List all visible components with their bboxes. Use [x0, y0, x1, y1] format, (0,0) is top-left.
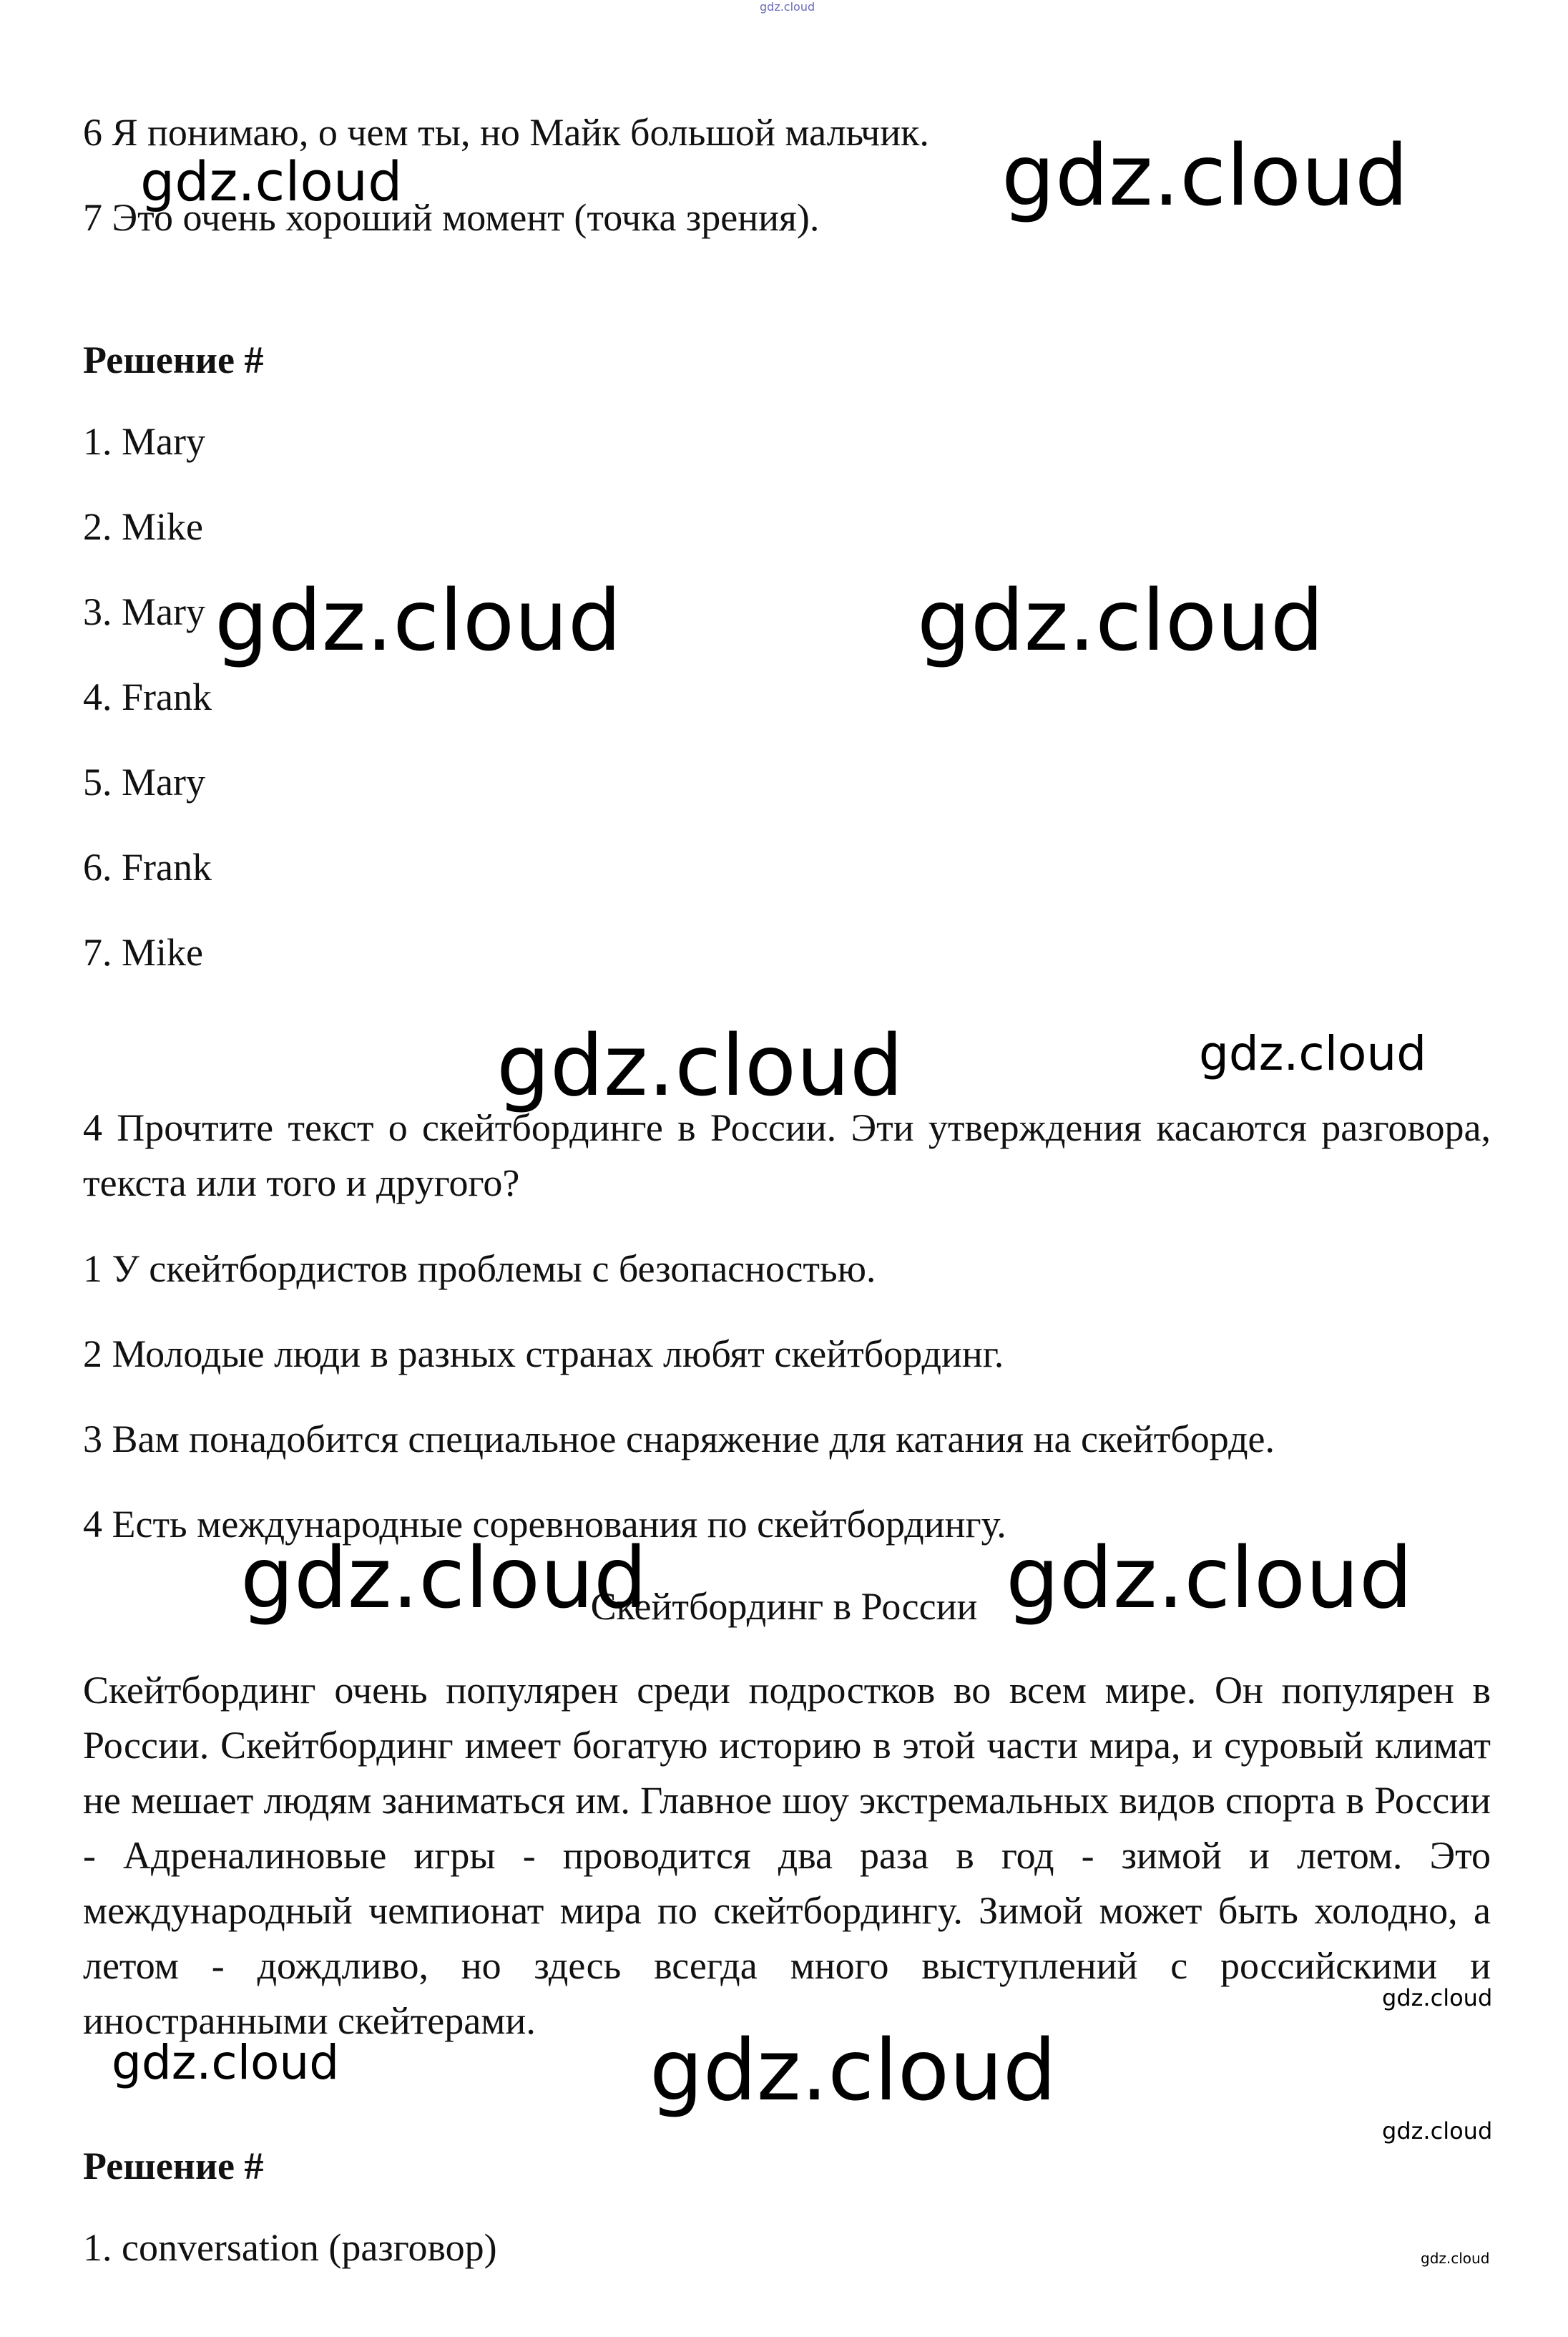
watermark: gdz.cloud — [112, 2035, 340, 2090]
solution-heading-2: Решение # — [83, 2145, 264, 2187]
watermark-top: gdz.cloud — [760, 0, 815, 14]
answer-7: 7. Mike — [83, 931, 203, 974]
watermark: gdz.cloud — [1199, 1026, 1427, 1081]
statement-2: 2 Молодые люди в разных странах любят скейтбординг. — [83, 1332, 1004, 1375]
watermark: gdz.cloud — [215, 571, 622, 670]
watermark: gdz.cloud — [1006, 1528, 1413, 1627]
answer-6: 6. Frank — [83, 846, 212, 889]
watermark: gdz.cloud — [1382, 2117, 1493, 2145]
watermark: gdz.cloud — [496, 1016, 903, 1115]
watermark: gdz.cloud — [1421, 2250, 1490, 2267]
answer-5: 5. Mary — [83, 761, 205, 804]
answer-3: 3. Mary — [83, 590, 205, 633]
sentence-6: 6 Я понимаю, о чем ты, но Майк большой мальчик. — [83, 111, 929, 154]
statement-3: 3 Вам понадобится специальное снаряжение для катания на скейтборде. — [83, 1418, 1275, 1460]
statement-4: 4 Есть международные соревнования по скейтбордингу. — [83, 1503, 1006, 1546]
watermark: gdz.cloud — [917, 571, 1324, 670]
watermark: gdz.cloud — [650, 2021, 1057, 2119]
sentence-7: 7 Это очень хороший момент (точка зрения). — [83, 196, 820, 239]
answer-1: 1. conversation (разговор) — [83, 2226, 497, 2269]
task4-intro: 4 Прочтите текст о скейтбординге в России. Эти утверждения касаются разговора, текста или того и другого? — [83, 1106, 1491, 1204]
statement-1: 1 У скейтбордистов проблемы с безопасностью. — [83, 1247, 876, 1290]
text-body: Скейтбординг очень популярен среди подростков во всем мире. Он популярен в России. Скейтбординг имеет богатую историю в этой части мира, и суровый климат не мешает людям заниматься им. Главное шоу экстремальных видов спорта в России - Адреналиновые игры - проводится два раза в год - зимой и летом. Это международный чемпионат мира по скейтбордингу. Зимой может быть холодно, а летом - дождливо, но здесь всегда много выступлений с российскими и иностранными скейтерами. — [83, 1669, 1491, 2042]
answer-1: 1. Mary — [83, 420, 205, 463]
watermark: gdz.cloud — [1382, 1984, 1493, 2011]
watermark: gdz.cloud — [240, 1528, 647, 1627]
answer-4: 4. Frank — [83, 675, 212, 718]
watermark: gdz.cloud — [140, 150, 403, 213]
solution-heading-1: Решение # — [83, 338, 264, 381]
watermark: gdz.cloud — [1001, 126, 1408, 225]
answer-2: 2. Mike — [83, 505, 203, 548]
text-title: Скейтбординг в России — [590, 1585, 978, 1628]
